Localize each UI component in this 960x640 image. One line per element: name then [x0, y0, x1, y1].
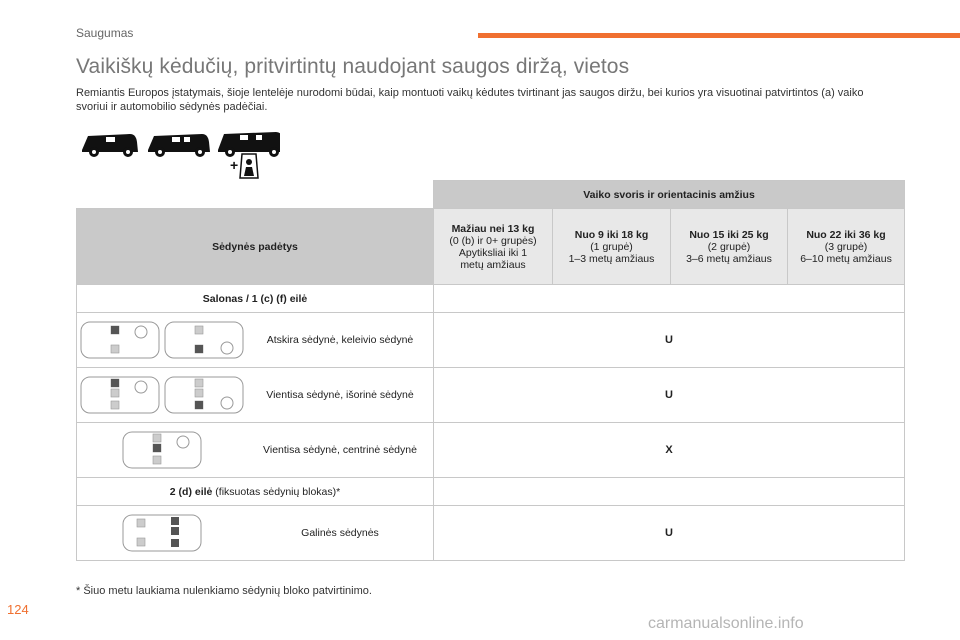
table-row [77, 506, 905, 561]
approval-value: U [434, 368, 905, 423]
car-seat-diagram-passenger [77, 318, 247, 362]
seat-position-name: Atskira sėdynė, keleivio sėdynė [266, 333, 414, 346]
section-label: Saugumas [76, 26, 134, 40]
page-number: 124 [7, 602, 29, 617]
child-seat-icon [240, 154, 258, 178]
page-title: Vaikiškų kėdučių, pritvirtintų naudojant saugos diržą, vietos [76, 55, 630, 78]
watermark: carmanualsonline.info [648, 615, 804, 632]
car-seat-diagram-bench-outer [77, 373, 247, 417]
column-header-group-0: Mažiau nei 13 kg (0 (b) ir 0+ grupės) Apytiksliai iki 1 metų amžiaus [434, 209, 553, 285]
column-header-group-2: Nuo 15 iki 25 kg (2 grupė) 3–6 metų amžiaus [671, 209, 788, 285]
weight-header: Vaiko svoris ir orientacinis amžius [434, 181, 905, 209]
approval-value: U [434, 313, 905, 368]
seat-position-name: Vientisa sėdynė, išorinė sėdynė [266, 388, 414, 401]
intro-paragraph: Remiantis Europos įstatymais, šioje lentelėje nurodomi būdai, kaip montuoti vaikų kėdutes tvirtinant jas saugos diržu, bei kurios yra visuotinai patvirtintos (a) vaiko svoriui ir automobilio sėdynės padėčiai. [76, 87, 864, 113]
car-seat-diagram-bench-center [77, 428, 247, 472]
column-header-group-3: Nuo 22 iki 36 kg (3 grupė) 6–10 metų amžiaus [788, 209, 905, 285]
footnote: * Šiuo metu laukiama nulenkiamo sėdynių bloko patvirtinimo. [76, 585, 372, 597]
table-row [77, 313, 905, 368]
seat-position-name: Galinės sėdynės [301, 526, 379, 539]
column-header-group-1: Nuo 9 iki 18 kg (1 grupė) 1–3 metų amžiaus [553, 209, 671, 285]
row-section-front: Salonas / 1 (c) (f) eilė [77, 285, 434, 313]
row-section-rear: 2 (d) eilė (fiksuotas sėdynių blokas)* [77, 478, 434, 506]
van-short-icon [82, 134, 138, 157]
child-seat-table [76, 180, 905, 561]
header-accent-bar [478, 33, 960, 38]
van-variants-illustration [80, 124, 280, 180]
approval-value: X [434, 423, 905, 478]
seat-position-name: Vientisa sėdynė, centrinė sėdynė [263, 443, 417, 456]
van-medium-icon [148, 134, 210, 157]
seat-position-header: Sėdynės padėtys [77, 209, 434, 285]
plus-icon: + [230, 157, 239, 173]
table-row [77, 423, 905, 478]
table-row [77, 368, 905, 423]
approval-value: U [434, 506, 905, 561]
car-seat-diagram-rear [77, 511, 247, 555]
